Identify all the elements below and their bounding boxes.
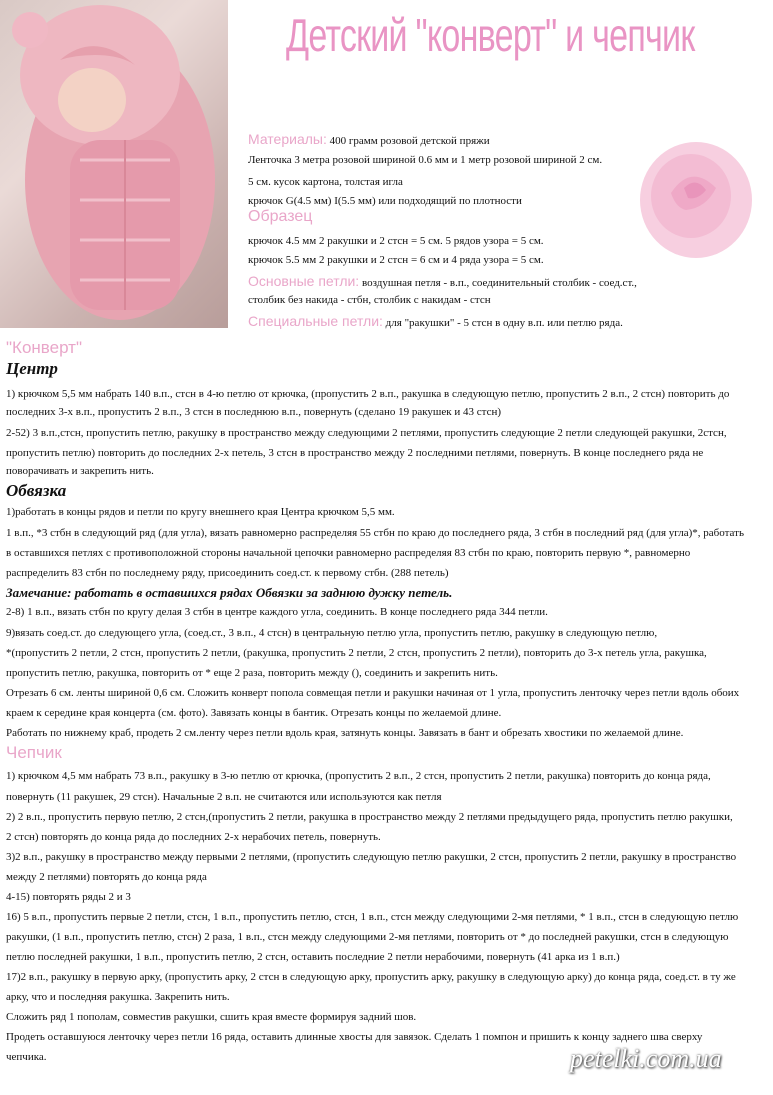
cap-line-6: между 2 петлями) повторять до конца ряда [6, 871, 207, 883]
materials-line-3: 5 см. кусок картона, толстая игла [248, 176, 403, 188]
center-line-1: 1) крючком 5,5 мм набрать 140 в.п., стсн в 4-ю петлю от крючка, (пропустить 2 в.п., ракушка в следующую петлю, пропустить 2 в.п., 2 стсн) повторить до [6, 388, 730, 400]
center-line-5: поворачивать и закрепить нить. [6, 465, 154, 477]
basic-stitches-line [248, 273, 637, 289]
special-stitches-line [248, 313, 623, 329]
materials-text-1: 400 грамм розовой детской пряжи [329, 135, 490, 147]
edge-heading: Обвязка [6, 481, 67, 500]
basic-stitches-line-2: столбик без накида - стбн, столбик с накидам - стсн [248, 294, 491, 306]
edge-line-3: в оставшихся петлях с противоположной стороны начальной цепочки равномерно распределяя 83 стбн по краю, повторить первую *, равномерно [6, 547, 691, 559]
edge-line-6: 9)вязать соед.ст. до следующего угла, (соед.ст., 3 в.п., 4 стсн) в центральную петлю угла, пропустить петлю, ракушку в следующую петлю, [6, 627, 658, 639]
edge-line-8: пропустить петлю, ракушка, повторить от * еще 2 раза, повторить между (), соединить и закрепить нить. [6, 667, 498, 679]
site-watermark: petelki.com.ua [570, 1044, 722, 1073]
cap-line-11: 17)2 в.п., ракушку в первую арку, (пропустить арку, 2 стсн в следующую арку, пропустить арку, ракушку в следующую арку) до конца ряда, соед.ст. в ту же [6, 971, 736, 983]
cap-line-1: 1) крючком 4,5 мм набрать 73 в.п., ракушку в 3-ю петлю от крючка, (пропустить 2 в.п., 2 стсн, пропустить 2 петли, ракушка) повторить до конца ряда, [6, 770, 711, 782]
edge-line-10: краем к середине края концерта (см. фото). Завязать концы в бантик. Отрезать концы по желаемой длине. [6, 707, 502, 719]
sample-line-1: крючок 4.5 мм 2 ракушки и 2 стсн = 5 см. 5 рядов узора = 5 см. [248, 235, 544, 247]
page-title: Детский "конверт" и чепчик [286, 9, 695, 61]
edge-line-11: Работать по нижнему краб, продеть 2 см.ленту через петли вдоль края, затянуть концы. Завязать в бант и обрезать хвостики по желаемой длине. [6, 727, 684, 739]
materials-line-4: крючок G(4.5 мм) I(5.5 мм) или подходящий по плотности [248, 195, 522, 207]
center-line-3: 2-52) 3 в.п.,стсн, пропустить петлю, ракушку в пространство между следующими 2 петлями, пропустить следующие 2 петли следующей ракушки, 2стсн, [6, 427, 727, 439]
cap-line-9: ракушки, (1 в.п., пропустить петлю, стсн) 2 раза, 1 в.п., стсн между следующими 2-мя петлями, повторить от * до последней ракушки, стсн в следующую [6, 931, 729, 943]
special-stitches-label: Специальные петли: [248, 313, 383, 329]
cap-line-2: повернуть (11 ракушек, 29 стсн). Начальные 2 в.п. не считаются или используются как петля [6, 791, 442, 803]
sample-heading: Образец [248, 208, 313, 225]
basic-stitches-text: воздушная петля - в.п., соединительный столбик - соед.ст., [361, 277, 637, 289]
center-heading: Центр [6, 359, 58, 378]
rose-image [636, 138, 754, 263]
materials-line-1 [248, 131, 490, 147]
cap-line-4: 2 стсн) повторять до конца ряда до последних 2-х нерабочих петель, повернуть. [6, 831, 381, 843]
cap-heading: Чепчик [6, 743, 62, 762]
cap-line-14: Продеть оставшуюся ленточку через петли 16 ряда, оставить длинные хвосты для завязок. Сделать 1 помпон и пришить к концу заднего шва сверху [6, 1031, 703, 1043]
cap-line-13: Сложить ряд 1 пополам, совместив ракушки, сшить края вместе формируя задний шов. [6, 1011, 417, 1023]
cap-line-15: чепчика. [6, 1051, 47, 1063]
edge-line-7: *(пропустить 2 петли, 2 стсн, пропустить 2 петли, (ракушка, пропустить 2 петли, 2 стсн, пропустить 2 петли), повторить до 3-х петель угла, ракушка, [6, 647, 707, 659]
baby-photo [0, 0, 228, 328]
edge-line-4: распределить 83 стбн по последнему ряду, присоединить соед.ст. к первому стбн. (288 петель) [6, 567, 449, 579]
edge-line-5: 2-8) 1 в.п., вязать стбн по кругу делая 3 стбн в центре каждого угла, соединить. В конце последнего ряда 344 петли. [6, 606, 548, 618]
materials-label: Материалы: [248, 131, 327, 147]
basic-stitches-label: Основные петли: [248, 273, 360, 289]
cap-line-8: 16) 5 в.п., пропустить первые 2 петли, стсн, 1 в.п., пропустить петлю, стсн, 1 в.п., стсн между следующими 2-мя петлями, * 1 в.п., стсн в следующую петлю [6, 911, 739, 923]
cap-line-7: 4-15) повторять ряды 2 и 3 [6, 891, 131, 903]
cap-line-10: петлю последней ракушки, 1 в.п., пропустить петлю, 2 стсн, оставить последние 2 петли нерабочими, повернуть (41 арка из 1 в.п.) [6, 951, 620, 963]
edge-line-1: 1)работать в концы рядов и петли по кругу внешнего края Центра крючком 5,5 мм. [6, 506, 395, 518]
center-line-2: последних 3-х в.п., пропустить 2 в.п., 3 стсн в последнюю в.п., повернуть (сделано 19 ракушек и 43 стсн) [6, 406, 501, 418]
note-line: Замечание: работать в оставшихся рядах Обвязки за заднюю дужку петель. [6, 585, 453, 600]
cap-line-5: 3)2 в.п., ракушку в пространство между первыми 2 петлями, (пропустить следующую петлю ракушки, 2 стсн, пропустить 2 петли, ракушку в пространство [6, 851, 737, 863]
center-line-4: пропустить петлю) повторить до последних 2-х петель, 3 стсн в пространство между 2 последними петлями, повернуть. В конце последнего ряда не [6, 447, 704, 459]
special-stitches-text: для "ракушки" - 5 стсн в одну в.п. или петлю ряда. [385, 317, 623, 329]
edge-line-9: Отрезать 6 см. ленты шириной 0,6 см. Сложить конверт попола совмещая петли и ракушки начиная от 1 угла, пропустить ленточку через петли вдоль обоих [6, 687, 740, 699]
materials-line-2: Ленточка 3 метра розовой шириной 0.6 мм и 1 метр розовой шириной 2 см. [248, 154, 603, 166]
edge-line-2: 1 в.п., *3 стбн в следующий ряд (для угла), вязать равномерно распределяя 55 стбн по краю до последнего ряда, 3 стбн в последний ряд (для угла)*, работать [6, 527, 744, 539]
sample-line-2: крючок 5.5 мм 2 ракушки и 2 стсн = 6 см и 4 ряда узора = 5 см. [248, 254, 544, 266]
cap-line-12: арку, что и последняя ракушка. Закрепить нить. [6, 991, 230, 1003]
cap-line-3: 2) 2 в.п., пропустить первую петлю, 2 стсн,(пропустить 2 петли, ракушка в пространство между 2 петлями предыдущего ряда, пропустить петлю ракушки, [6, 811, 733, 823]
envelope-heading: "Конверт" [6, 338, 82, 357]
